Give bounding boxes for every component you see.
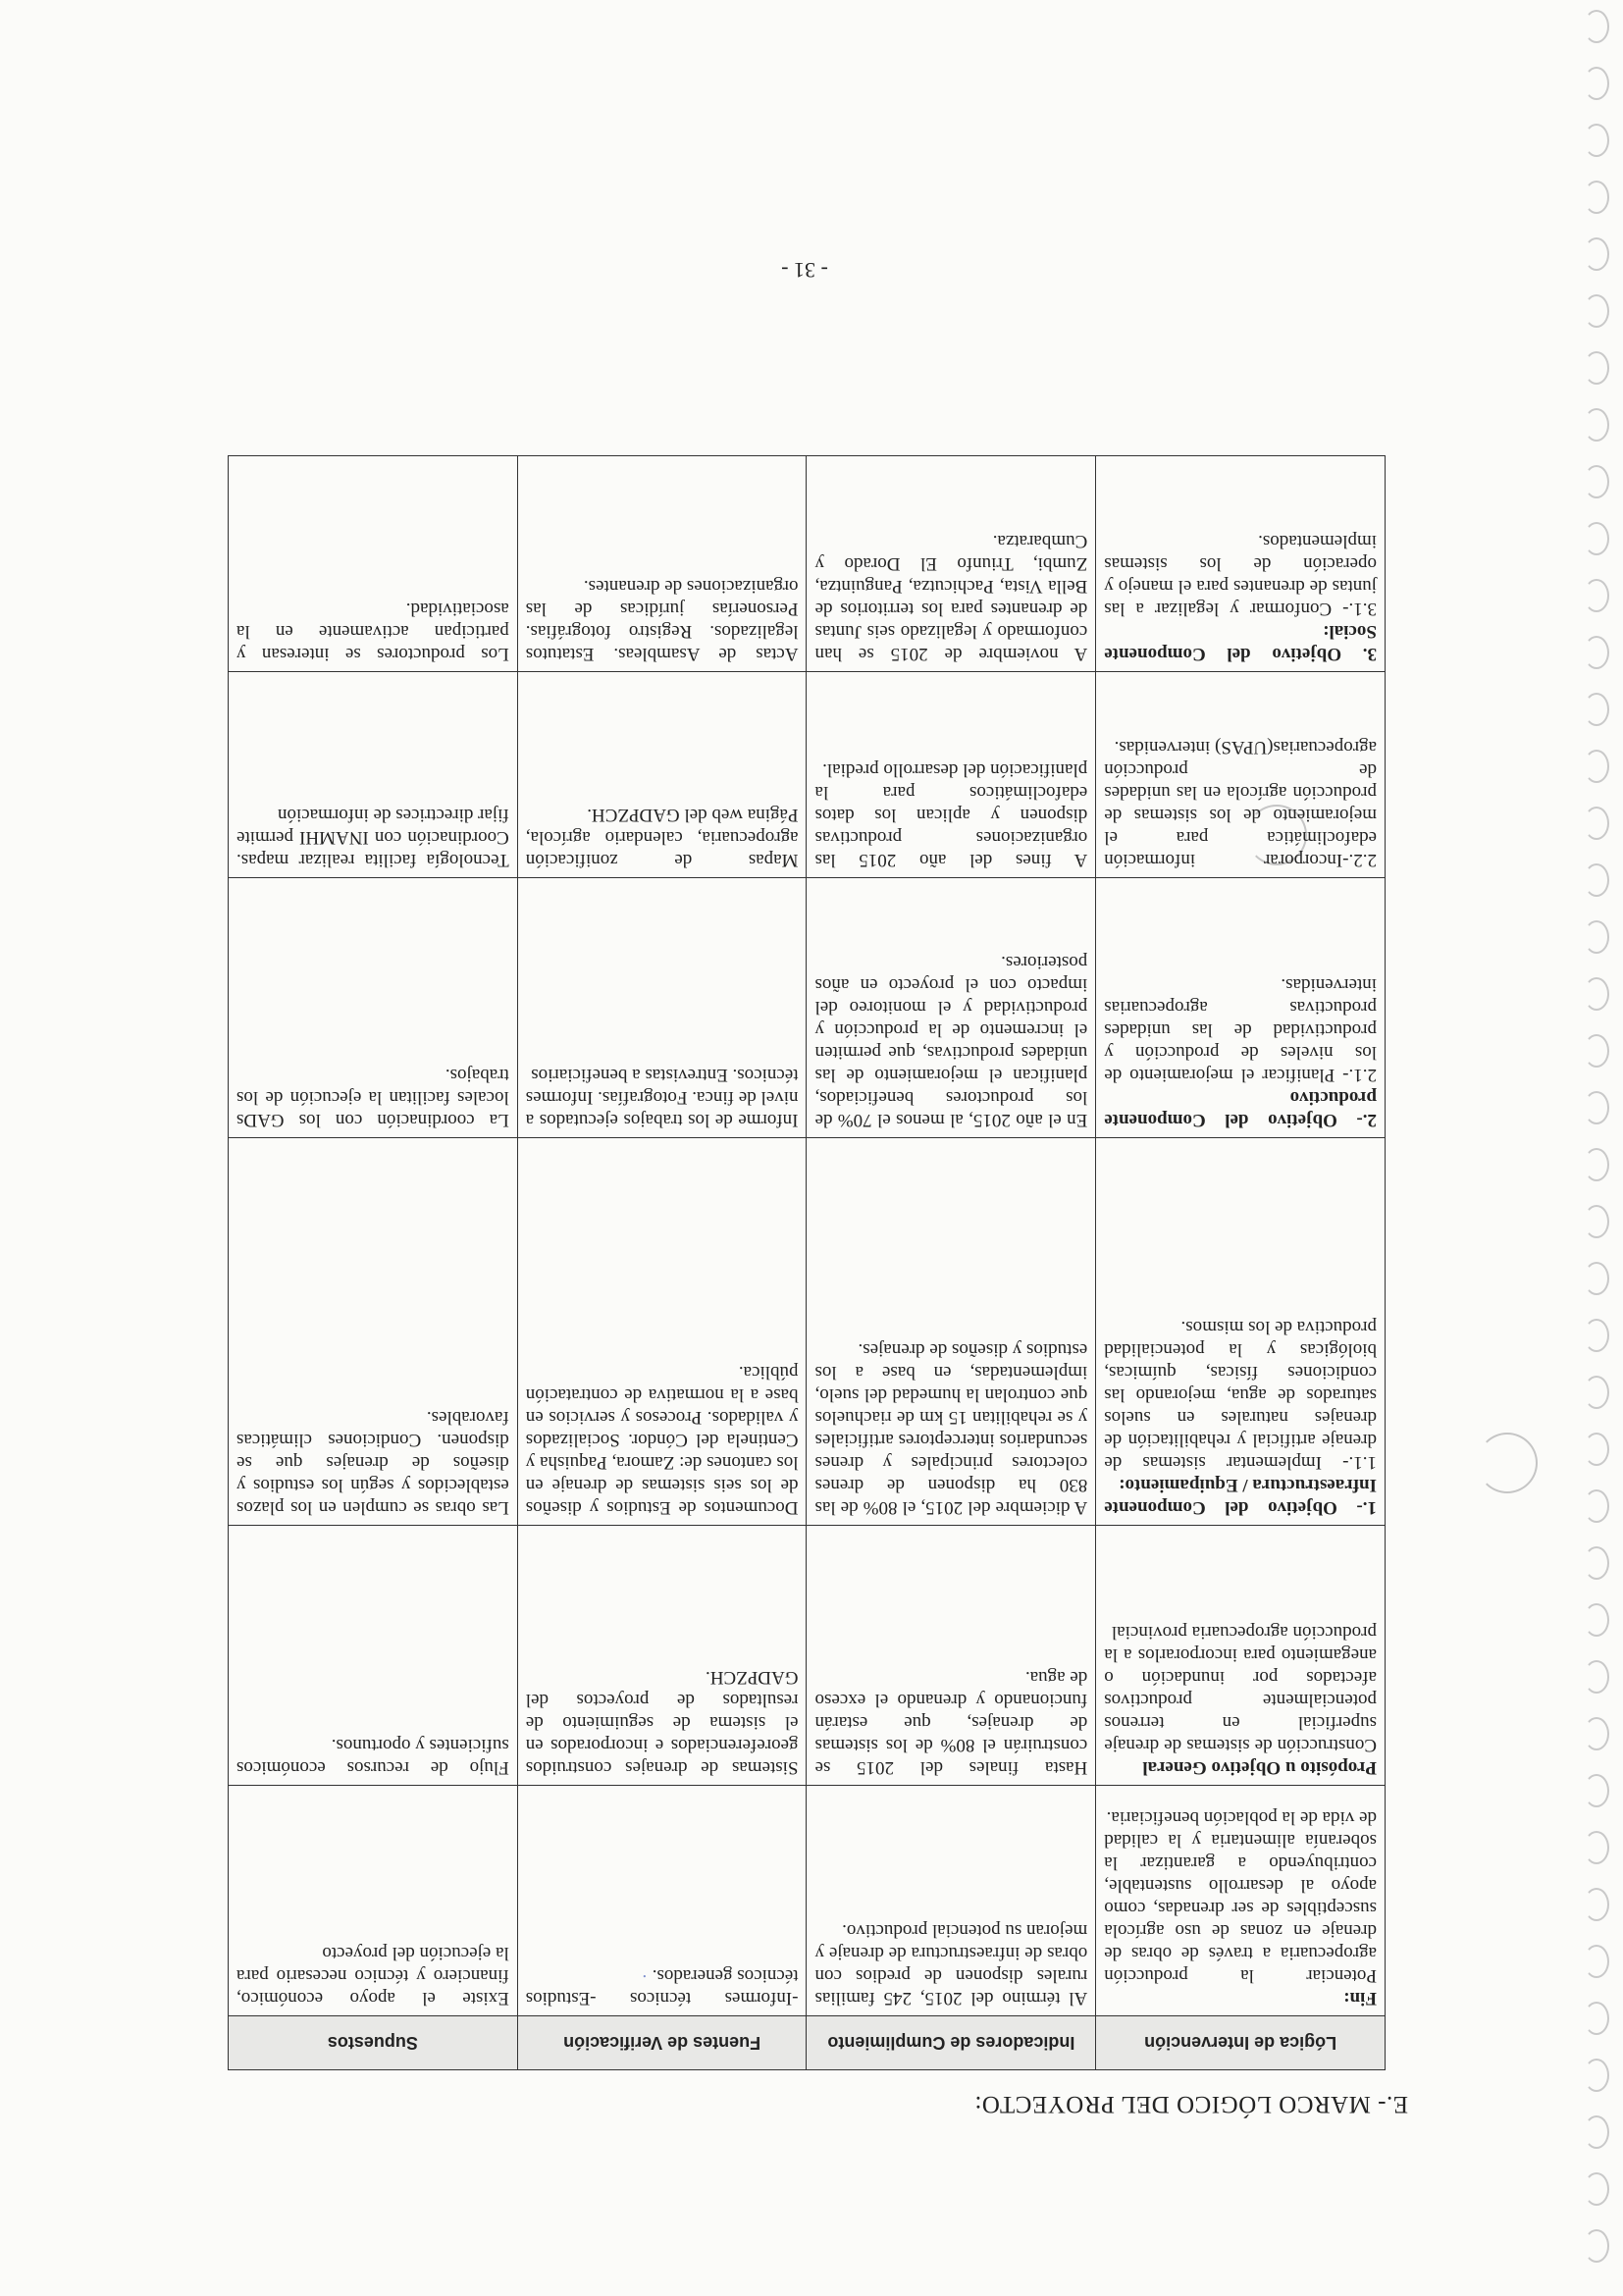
cell-supuestos: La coordinación con los GADs locales facilitan la ejecución de los trabajos.	[229, 878, 518, 1138]
cell-text: Construcción de sistemas de drenaje superficial en terrenos potencialmente productivos afectados por inundación o anegamiento para incorporarlos a la producción agropecuaria provincial	[1104, 1622, 1377, 1755]
binder-hole	[1584, 408, 1609, 442]
binder-hole	[1584, 2172, 1609, 2206]
binder-hole	[1584, 465, 1609, 498]
binder-hole	[1584, 693, 1609, 726]
binder-hole	[1584, 124, 1609, 157]
cell-indicadores: Al término del 2015, 245 familias rurales disponen de predios con obras de infraestructura de drenaje y mejoran su potencial productivo.	[807, 1786, 1096, 2016]
cell-indicadores: A diciembre del 2015, el 80% de las 830 ha disponen de drenes colectores principales y drenes secundarios interceptores artificiales y se rehabilitan 15 km de riachuelos que controlan la humedad del suelo, implementadas, en base a los estudios y diseños de drenajes.	[807, 1138, 1096, 1526]
cell-text: Potenciar la producción agropecuaria a través de obras de drenaje en zonas de uso agrícola susceptibles de ser drenadas, como apoyo al desarrollo sustentable, contribuyendo a garantizar la soberanía alimentaria y la calidad de vida de la población beneficiaria.	[1104, 1807, 1377, 1986]
binder-holes	[1578, 10, 1617, 2286]
table-row	[229, 456, 1386, 672]
logical-framework-table	[228, 455, 1386, 2070]
binder-hole	[1584, 2229, 1609, 2263]
cell-text: 2.1.- Planificar el mejoramiento de los niveles de producción y productividad de las unidades productivas agropecuarias intervenidas.	[1104, 974, 1377, 1085]
binder-hole	[1584, 977, 1609, 1011]
binder-hole	[1584, 1091, 1609, 1124]
cell-text: 1.1.- Implementar sistemas de drenaje artificial y rehabilitación de drenajes naturales en suelos saturados de agua, mejorando las condiciones físicas, químicas, biológicas y la potencialidad productiva de los mismos.	[1104, 1317, 1377, 1473]
binder-hole	[1584, 237, 1609, 271]
binder-hole	[1584, 181, 1609, 214]
ink-dot-icon: ·	[641, 1965, 648, 1986]
binder-hole	[1584, 1831, 1609, 1864]
cell-indicadores: En el año 2015, al menos el 70% de los productores beneficiados, planifican el mejoramiento de las unidades productivas, que permiten el incremento de la producción y productividad y el monitoreo del impacto con el proyecto en años posteriores.	[807, 878, 1096, 1138]
cell-fuentes: Documentos de Estudios y diseños de los seis sistemas de drenaje en los cantones de: Zamora, Paquisha y Centinela del Cóndor. Socializados y validados. Procesos y servicios en base a la normativa de contratación pública.	[517, 1138, 807, 1526]
binder-hole	[1584, 1262, 1609, 1295]
cell-indicadores: A noviembre de 2015 se han conformado y legalizado seis Juntas de drenantes para los territorios de Bella Vista, Pachicutza, Panguintza, Zumbi, Triunfo El Dorado y Cumbaratza.	[807, 456, 1096, 672]
row-label: 2.- Objetivo del Componente productivo	[1104, 1087, 1377, 1130]
row-label: Propósito u Objetivo General	[1142, 1757, 1377, 1778]
binder-hole	[1584, 920, 1609, 954]
cell-logica	[1096, 672, 1386, 878]
header-logica: Lógica de Intervención	[1096, 2016, 1386, 2070]
table-row	[229, 1786, 1386, 2016]
binder-hole	[1584, 1433, 1609, 1466]
section-heading: E.- MARCO LÓGICO DEL PROYECTO:	[973, 2091, 1408, 2117]
binder-hole	[1584, 1660, 1609, 1694]
table-row	[229, 878, 1386, 1138]
punch-hole	[1477, 1433, 1538, 1493]
binder-hole	[1584, 2002, 1609, 2035]
binder-hole	[1584, 1319, 1609, 1352]
cell-supuestos: Existe el apoyo económico, financiero y técnico necesario para la ejecución del proyecto	[229, 1786, 518, 2016]
cell-fuentes: Actas de Asambleas. Estatutos legalizados. Registro fotográfias. Personerías jurídicas de las organizaciones de drenantes.	[517, 456, 807, 672]
binder-hole	[1584, 2115, 1609, 2149]
header-supuestos: Supuestos	[229, 2016, 518, 2070]
cell-text: 2.2.-Incorporar información edafoclimática para el mejoramiento de los sistemas de producción agrícola en las unidades de producción agropecuarias(UPAS) intervenidas.	[1104, 737, 1377, 870]
binder-hole	[1584, 636, 1609, 669]
binder-hole	[1584, 863, 1609, 897]
binder-hole	[1584, 67, 1609, 100]
binder-hole	[1584, 10, 1609, 43]
binder-hole	[1584, 1376, 1609, 1409]
table-row	[229, 1138, 1386, 1526]
binder-hole	[1584, 1774, 1609, 1807]
cell-text: 3.1.- Conformar y legalizar a las juntas de drenantes para el manejo y operación de los sistemas implementados.	[1104, 531, 1377, 619]
table-row	[229, 1526, 1386, 1786]
binder-hole	[1584, 351, 1609, 385]
cell-supuestos: Flujo de recursos económicos suficientes y oportunos.	[229, 1526, 518, 1786]
binder-hole	[1584, 1888, 1609, 1921]
cell-indicadores: Hasta finales del 2015 se construirán el 80% de los sistemas de drenajes, que estarán funcionando y drenando el exceso de agua.	[807, 1526, 1096, 1786]
cell-fuentes	[517, 1786, 807, 2016]
cell-fuentes: Mapas de zonificación agropecuaria, calendario agrícola, Página web del GADPZCH.	[517, 672, 807, 878]
logical-framework-table-container	[228, 461, 1386, 2070]
row-label: Fin:	[1343, 1988, 1377, 2009]
binder-hole	[1584, 1603, 1609, 1637]
binder-hole	[1584, 1945, 1609, 1978]
cell-text: -Informes técnicos -Estudios técnicos generados.	[525, 1965, 799, 2009]
cell-supuestos: Las obras se cumplen en los plazos establecidos y según los estudios y diseños de drenajes que se disponen. Condiciones climáticas favorables.	[229, 1138, 518, 1526]
binder-hole	[1584, 1205, 1609, 1238]
cell-supuestos: Los productores se interesan y participan activamente en la asociatividad.	[229, 456, 518, 672]
cell-logica	[1096, 878, 1386, 1138]
binder-hole	[1584, 294, 1609, 328]
binder-hole	[1584, 579, 1609, 612]
binder-hole	[1584, 2059, 1609, 2092]
cell-logica	[1096, 456, 1386, 672]
cell-fuentes: Informe de los trabajos ejecutados a nivel de finca. Fotografías. Informes técnicos. Entrevistas a beneficiarios	[517, 878, 807, 1138]
page-number: - 31 -	[781, 258, 828, 283]
row-label: 1.- Objetivo del Componente Infraestructura / Equipamiento:	[1104, 1475, 1377, 1518]
row-label: 3. Objetivo del Componente Social:	[1104, 621, 1377, 664]
cell-logica	[1096, 1786, 1386, 2016]
header-indicadores: Indicadores de Cumplimiento	[807, 2016, 1096, 2070]
table-row	[229, 672, 1386, 878]
cell-supuestos: Tecnología facilita realizar mapas. Coordinación con INAMHI permite fijar directrices de información	[229, 672, 518, 878]
cell-fuentes: Sistemas de drenajes construidos georeferenciados e incorporados en el sistema de seguimiento de resultados de proyectos del GADPZCH.	[517, 1526, 807, 1786]
cell-indicadores: A fines del año 2015 las organizaciones productivas disponen y aplican los datos edafoclimáticos para la planificación del desarrollo predial.	[807, 672, 1096, 878]
cell-logica	[1096, 1138, 1386, 1526]
binder-hole	[1584, 1489, 1609, 1523]
table-header-row	[229, 2016, 1386, 2070]
binder-hole	[1584, 750, 1609, 783]
binder-hole	[1584, 1034, 1609, 1068]
binder-hole	[1584, 522, 1609, 555]
binder-hole	[1584, 1546, 1609, 1580]
header-fuentes: Fuentes de Verificación	[517, 2016, 807, 2070]
binder-hole	[1584, 1148, 1609, 1181]
binder-hole	[1584, 1717, 1609, 1750]
cell-logica	[1096, 1526, 1386, 1786]
binder-hole	[1584, 807, 1609, 840]
